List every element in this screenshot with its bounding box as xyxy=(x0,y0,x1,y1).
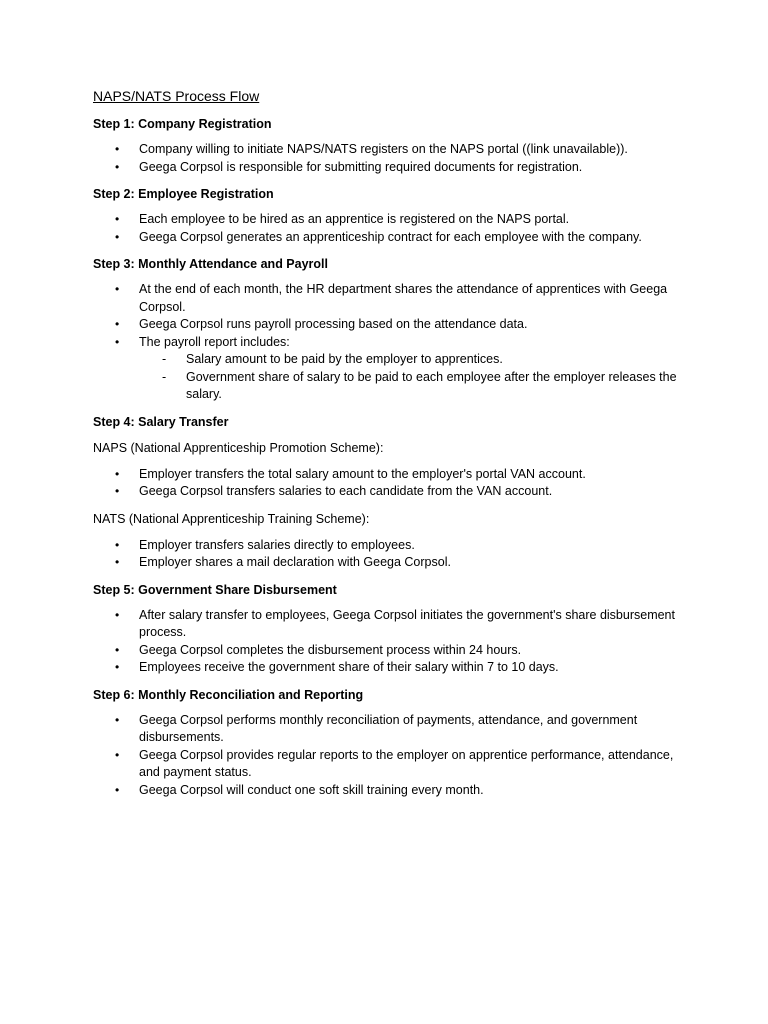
bullet-icon: • xyxy=(115,484,120,498)
step-1-list xyxy=(93,141,683,176)
step-2-list xyxy=(93,211,683,246)
list-item xyxy=(93,782,683,800)
list-item xyxy=(93,466,683,484)
document-title: NAPS/NATS Process Flow xyxy=(93,88,260,104)
bullet-icon: • xyxy=(115,537,120,552)
nats-label: NATS (National Apprenticeship Training Scheme): xyxy=(93,511,370,526)
bullet-icon: • xyxy=(115,660,120,674)
list-item-text: Company willing to initiate NAPS/NATS registers on the NAPS portal ((link unavailable)). xyxy=(139,142,628,156)
step-2-heading: Step 2: Employee Registration xyxy=(93,187,274,201)
sub-list-item xyxy=(139,351,683,369)
bullet-icon: • xyxy=(115,142,120,156)
sub-list-item-text: Government share of salary to be paid to each employee after the employer releases the salary. xyxy=(186,369,677,401)
dash-icon: - xyxy=(162,352,167,366)
list-item-text: Geega Corpsol transfers salaries to each candidate from the VAN account. xyxy=(139,484,553,498)
step-3-list xyxy=(93,281,683,404)
list-item-text: After salary transfer to employees, Geega Corpsol initiates the government's share disbursement process. xyxy=(139,607,675,639)
bullet-icon: • xyxy=(115,212,120,226)
list-item xyxy=(93,483,683,501)
list-item xyxy=(93,334,683,404)
document-body xyxy=(93,86,683,808)
list-item xyxy=(93,659,683,677)
step-4-heading: Step 4: Salary Transfer xyxy=(93,414,229,429)
list-item xyxy=(93,537,683,555)
step-5-list xyxy=(93,607,683,677)
naps-list xyxy=(93,466,683,501)
dash-icon: - xyxy=(162,369,167,384)
bullet-icon: • xyxy=(115,229,120,244)
step-5-heading: Step 5: Government Share Disbursement xyxy=(93,582,337,597)
bullet-icon: • xyxy=(115,555,120,569)
step-1-heading: Step 1: Company Registration xyxy=(93,117,272,131)
list-item xyxy=(93,712,683,747)
list-item-text: Geega Corpsol will conduct one soft skill training every month. xyxy=(139,782,484,797)
list-item-text: Geega Corpsol runs payroll processing based on the attendance data. xyxy=(139,317,528,331)
bullet-icon: • xyxy=(115,466,120,481)
list-item xyxy=(93,554,683,572)
step-6-heading: Step 6: Monthly Reconciliation and Reporting xyxy=(93,687,364,702)
bullet-icon: • xyxy=(115,607,120,622)
list-item-text: At the end of each month, the HR department shares the attendance of apprentices with Geega Corpsol. xyxy=(139,282,668,314)
naps-label: NAPS (National Apprenticeship Promotion Scheme): xyxy=(93,440,384,455)
list-item xyxy=(93,607,683,642)
list-item-text: Each employee to be hired as an apprentice is registered on the NAPS portal. xyxy=(139,212,570,226)
list-item xyxy=(93,211,683,229)
list-item-text: The payroll report includes: xyxy=(139,334,290,349)
list-item-text: Employer transfers salaries directly to employees. xyxy=(139,537,415,552)
payroll-report-sublist xyxy=(139,351,683,404)
list-item-text: Employer transfers the total salary amount to the employer's portal VAN account. xyxy=(139,466,586,481)
list-item-text: Geega Corpsol generates an apprenticeship contract for each employee with the company. xyxy=(139,229,642,244)
bullet-icon: • xyxy=(115,642,120,657)
list-item-text: Employer shares a mail declaration with Geega Corpsol. xyxy=(139,555,451,569)
list-item xyxy=(93,229,683,247)
list-item-text: Employees receive the government share of their salary within 7 to 10 days. xyxy=(139,660,559,674)
bullet-icon: • xyxy=(115,334,120,349)
list-item-text: Geega Corpsol is responsible for submitting required documents for registration. xyxy=(139,159,583,174)
step-6-list xyxy=(93,712,683,800)
list-item xyxy=(93,159,683,177)
sub-list-item xyxy=(139,369,683,404)
bullet-icon: • xyxy=(115,317,120,331)
list-item-text: Geega Corpsol performs monthly reconciliation of payments, attendance, and government disbursements. xyxy=(139,712,638,744)
list-item xyxy=(93,281,683,316)
list-item-text: Geega Corpsol completes the disbursement process within 24 hours. xyxy=(139,642,522,657)
list-item xyxy=(93,316,683,334)
list-item xyxy=(93,141,683,159)
bullet-icon: • xyxy=(115,282,120,296)
list-item xyxy=(93,747,683,782)
sub-list-item-text: Salary amount to be paid by the employer to apprentices. xyxy=(186,352,503,366)
list-item xyxy=(93,642,683,660)
list-item-text: Geega Corpsol provides regular reports to the employer on apprentice performance, attendance, and payment status. xyxy=(139,747,674,779)
bullet-icon: • xyxy=(115,747,120,762)
nats-list xyxy=(93,537,683,572)
bullet-icon: • xyxy=(115,712,120,727)
bullet-icon: • xyxy=(115,782,120,797)
step-3-heading: Step 3: Monthly Attendance and Payroll xyxy=(93,257,328,271)
bullet-icon: • xyxy=(115,159,120,174)
